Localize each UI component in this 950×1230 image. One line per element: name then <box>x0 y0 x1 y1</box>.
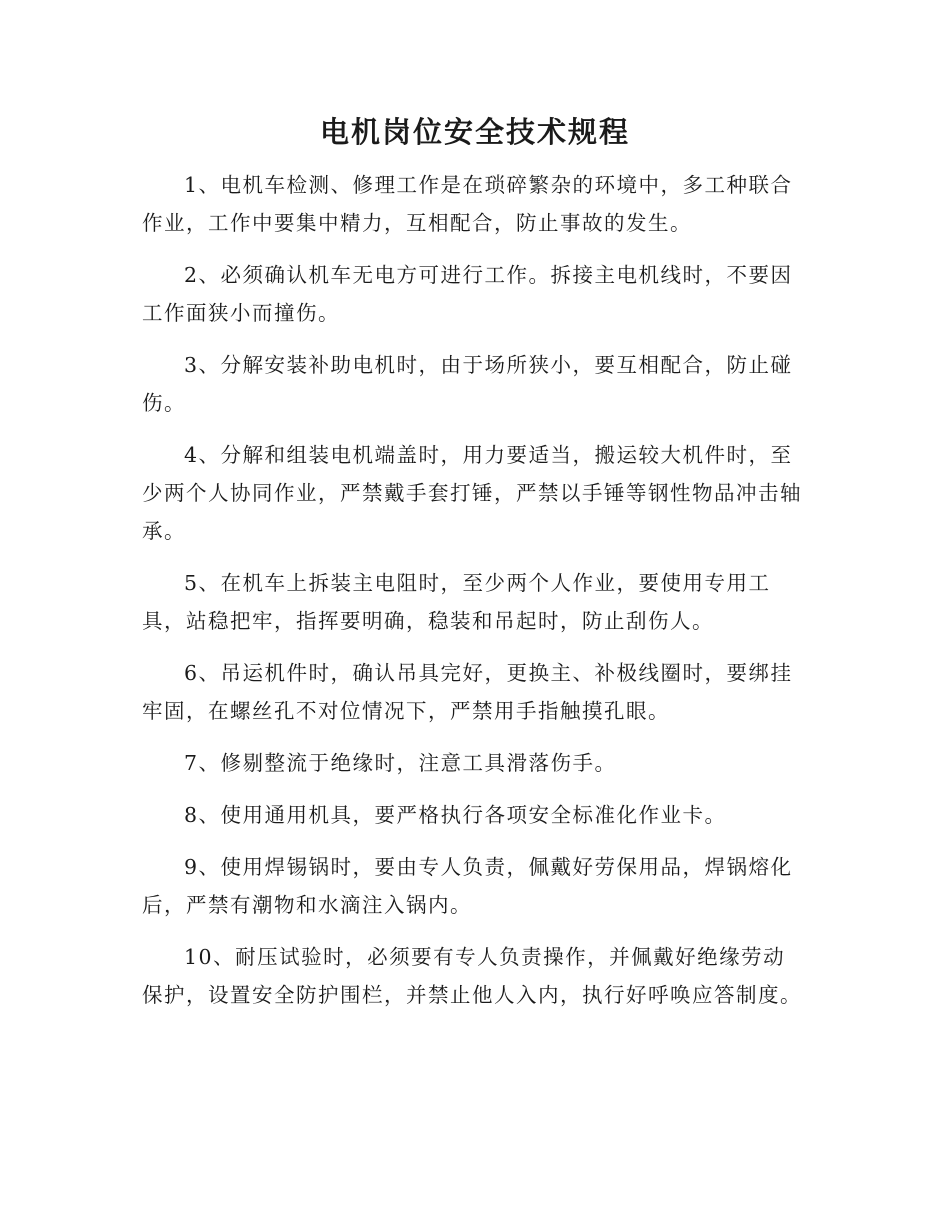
paragraph-2: 2、必须确认机车无电方可进行工作。拆接主电机线时，不要因工作面狭小而撞伤。 <box>142 263 793 325</box>
document-body <box>142 166 806 1028</box>
paragraph-6: 6、吊运机件时，确认吊具完好，更换主、补极线圈时，要绑挂牢固，在螺丝孔不对位情况下，严禁用手指触摸孔眼。 <box>142 661 793 723</box>
page-title: 电机岗位安全技术规程 <box>319 115 630 149</box>
paragraph-8: 8、使用通用机具，要严格执行各项安全标准化作业卡。 <box>184 803 727 827</box>
paragraph-3: 3、分解安装补助电机时，由于场所狭小，要互相配合，防止碰伤。 <box>142 353 793 415</box>
paragraph-4: 4、分解和组装电机端盖时，用力要适当，搬运较大机件时，至少两个人协同作业，严禁戴手套打锤，严禁以手锤等钢性物品冲击轴承。 <box>142 443 802 543</box>
paragraph-10: 10、耐压试验时，必须要有专人负责操作，并佩戴好绝缘劳动保护，设置安全防护围栏，并禁止他人入内，执行好呼唤应答制度。 <box>142 945 802 1007</box>
paragraph-1: 1、电机车检测、修理工作是在琐碎繁杂的环境中，多工种联合作业，工作中要集中精力，互相配合，防止事故的发生。 <box>142 173 793 235</box>
paragraph-7: 7、修剔整流于绝缘时，注意工具滑落伤手。 <box>184 751 617 775</box>
paragraph-5: 5、在机车上拆装主电阻时，至少两个人作业，要使用专用工具，站稳把牢，指挥要明确，稳装和吊起时，防止刮伤人。 <box>142 571 771 633</box>
paragraph-9: 9、使用焊锡锅时，要由专人负责，佩戴好劳保用品，焊锅熔化后，严禁有潮物和水滴注入锅内。 <box>142 855 793 917</box>
